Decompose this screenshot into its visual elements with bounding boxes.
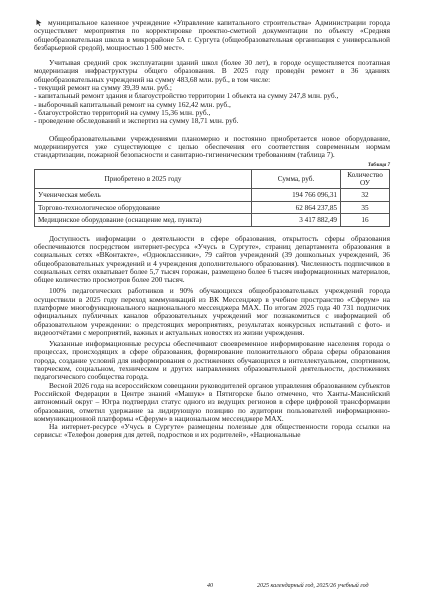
paragraph-equipment: Общеобразовательными учреждениями планомерно и постоянно приобретается новое оборудование, модернизируется уже существующее с целью обеспечения его соответствия современным нормам стандартизации, пожарной безопасности и санитарно-гигиеническим требованиям (таблица 7).	[34, 133, 390, 160]
paragraph-links: На интернет-ресурсе «Учусь в Сургуте» размещены полезные для общественности города ссылки на сервисы: «Телефон доверия для детей, подростков и их родителей», «Национальные	[34, 422, 390, 440]
equipment-table	[34, 169, 390, 226]
table-cell-sum: 62 864 237,85	[252, 201, 341, 213]
table-cell-item: Медицинское оборудование (оснащение мед. пункта)	[35, 214, 252, 226]
table-cell-count: 16	[341, 214, 390, 226]
paragraph-intro	[34, 19, 390, 52]
table-row	[35, 189, 390, 201]
footer-year-text: 2025 календарный год, 2025/26 учебный год	[257, 583, 369, 589]
arrow-cursor-icon	[36, 19, 42, 26]
table-header-row	[35, 170, 390, 189]
table-cell-count: 35	[341, 201, 390, 213]
paragraph-intro-line-1: муниципальное казенное учреждение «Управление капитального строительства»	[48, 18, 312, 27]
table-row	[35, 214, 390, 226]
bullet-item: - текущий ремонт на сумму 39,39 млн. руб.;	[34, 83, 172, 93]
paragraph-info-access: Доступность информации о деятельности в сфере образования, открытость сферы образования обеспечиваются посредством интернет-ресурса «Учусь в Сургуте», страниц департамента образования в социальных сетях «ВКонтакте», «Одноклассники», 79 сайтов учреждений (39 дошкольных учреждений, 36 общеобразовательных учреждений и 4 учреждения дополнительного образования). Численность подписчиков в социальных сетях охватывает более 5,7 тысяч горожан, размещено более 6 тысяч информационных материалов, общее количество просмотров более 200 тысяч.	[34, 233, 390, 285]
paragraph-max-messenger: 100% педагогических работников и 90% обучающихся общеобразовательных учреждений города осуществили в 2025 году переход коммуникаций из ВК Мессенджер в учебное пространство «Сферум» на платформе многофункционального национального мессенджера МАХ. По итогам 2025 года 40 731 подписчик официальных публичных каналов образовательных учреждений мог познакомиться с информацией об образовательном учреждении: о предстоящих мероприятиях, результатах конкурсных испытаний с фото- и видеоотчётами с мероприятий, важных и актуальных новостях из жизни учреждения.	[34, 286, 390, 337]
bullet-item: - благоустройство территорий на сумму 15,36 млн. руб.,	[34, 107, 211, 117]
table-row	[35, 201, 390, 213]
renovation-bullet-list	[34, 84, 390, 125]
paragraph-renovation: Учитывая средний срок эксплуатации зданий школ (более 30 лет), в городе осуществляется поэтапная модернизация инфраструктуры общего образования. В 2025 году проведён ремонт в 36 зданиях общеобразовательных учреждений на сумму 483,68 млн. руб., в том числе:	[34, 58, 390, 84]
table-cell-sum: 3 417 882,49	[252, 214, 341, 226]
table-cell-item: Торгово-технологическое оборудование	[35, 201, 252, 213]
table-cell-count: 32	[341, 189, 390, 201]
table-cell-sum: 194 766 096,31	[252, 189, 341, 201]
paragraph-spring-meeting: Весной 2026 года на всероссийском совещании руководителей органов управления образованием субъектов Российской Федерации в Центре знаний «Машук» в Пятигорске было отмечено, что Ханты-Мансийский автономный округ – Югра подтвердил статус одного из ведущих регионов в сфере цифровой трансформации образования, отметил удержание за лидирующую позицию по аудитории пользователей информационно-коммуникационной платформы «Сферум» в национальном мессенджере МАХ.	[34, 380, 390, 423]
paragraph-info-resources: Указанные информационные ресурсы обеспечивают своевременное информирование населения города о процессах, происходящих в сфере образования, формирование положительного образа сферы образования города, создание условий для информирования о достижениях обучающихся в интеллектуальном, спортивном, творческом, социальном, техническом и других направлениях образовательной деятельности, достижениях педагогического сообщества города.	[34, 339, 390, 382]
bullet-item: - проведение обследований и экспертиз на сумму 18,71 млн. руб.	[34, 116, 239, 126]
table-header-cell: Приобретено в 2025 году	[35, 170, 252, 189]
bullet-item: - выборочный капитальный ремонт на сумму 162,42 млн. руб.,	[34, 99, 231, 109]
text-block-top	[34, 19, 390, 440]
table-header-cell: Сумма, руб.	[252, 170, 341, 189]
page-number: 40	[207, 583, 213, 589]
bullet-item: - капитальный ремонт здания и благоустройство территории 1 объекта на сумму 247,8 млн. руб.,	[34, 91, 339, 101]
paragraph-intro-line-2: Администрации города осуществляет мероприятия по корректировке проектно-сметной документации по объекту «Средняя общеобразовательная школа в микрорайоне 5А г. Сургута (общеобразовательная организация с универсальной безбарьерной средой), мощностью 1 500 мест».	[34, 18, 390, 52]
table-cell-item: Ученическая мебель	[35, 189, 252, 201]
table-header-cell: Количество ОУ	[341, 170, 390, 189]
table-caption: Таблица 7	[367, 163, 390, 169]
